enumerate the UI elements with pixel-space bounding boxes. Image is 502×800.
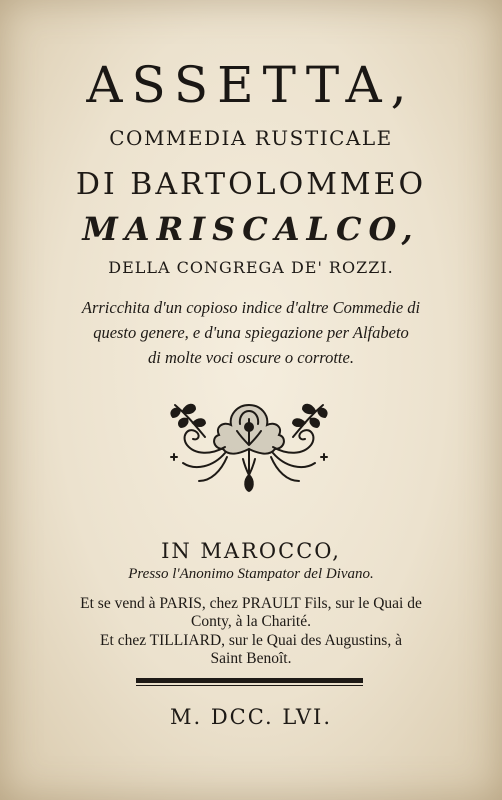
description-line-2: questo genere, e d'una spiegazione per Alfabeto: [93, 323, 409, 342]
imprint-place: IN MAROCCO,: [161, 539, 341, 563]
society-line: DELLA CONGREGA DE' ROZZI.: [108, 258, 394, 277]
floral-ornament-icon: [165, 397, 333, 495]
rule-thick: [136, 678, 363, 683]
imprint-sale-line-3: Et chez TILLIARD, sur le Quai des Augustins, à: [100, 632, 402, 649]
rule-thin: [136, 685, 363, 686]
imprint-sale-line-4: Saint Benoît.: [210, 650, 292, 667]
description-line-3: di molte voci oscure o corrotte.: [148, 348, 354, 367]
imprint-sale-line-2: Conty, à la Charité.: [191, 613, 311, 630]
author-surname: MARISCALCO,: [82, 210, 420, 248]
publication-date: M. DCC. LVI.: [169, 705, 333, 729]
imprint-sale-line-1: Et se vend à PARIS, chez PRAULT Fils, sur le Quai de: [80, 595, 422, 612]
imprint-printer: Presso l'Anonimo Stampator del Divano.: [128, 566, 374, 582]
author-line: DI BARTOLOMMEO: [75, 167, 427, 202]
double-rule-divider: [136, 678, 363, 687]
book-subtitle: COMMEDIA RUSTICALE: [109, 126, 393, 150]
book-title: ASSETTA,: [86, 56, 416, 114]
description-line-1: Arricchita d'un copioso indice d'altre Commedie di: [81, 298, 421, 317]
